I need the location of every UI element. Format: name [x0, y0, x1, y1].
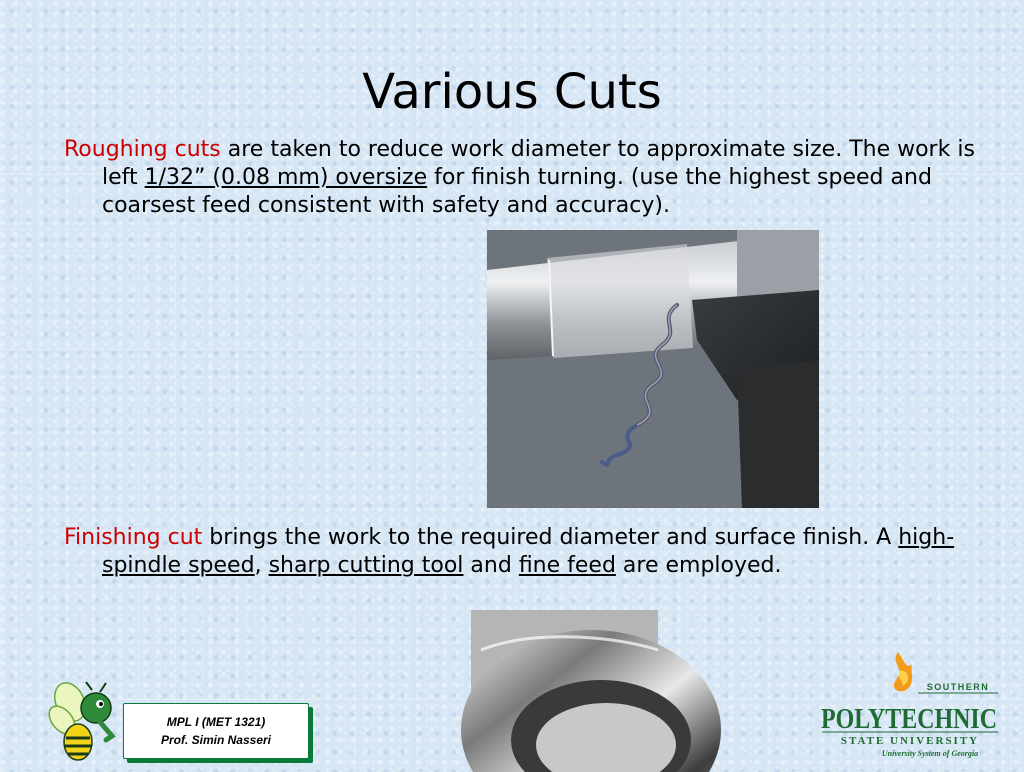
- roughing-cuts-term: Roughing cuts: [64, 137, 221, 162]
- finishing-sep-1: ,: [254, 553, 269, 578]
- fine-feed-underlined: fine feed: [518, 553, 616, 578]
- roughing-cut-photo: [487, 230, 819, 508]
- finishing-text-2: are employed.: [615, 553, 782, 578]
- slide-title: Various Cuts: [362, 64, 662, 120]
- finishing-cut-paragraph: [64, 524, 982, 580]
- logo-southern: SOUTHERN: [926, 682, 990, 692]
- finishing-text-1: brings the work to the required diameter and surface finish. A: [202, 525, 899, 550]
- sharp-cutting-tool-underlined: sharp cutting tool: [268, 553, 464, 578]
- finishing-cut-term: Finishing cut: [64, 525, 203, 550]
- logo-system: University System of Georgia: [881, 749, 979, 758]
- instructor-name: Prof. Simin Nasseri: [160, 733, 272, 747]
- hornet-mascot-icon: [48, 680, 120, 768]
- oversize-underlined: 1/32” (0.08 mm) oversize: [144, 165, 428, 190]
- course-label: [123, 703, 309, 759]
- logo-polytechnic: POLYTECHNIC: [821, 704, 997, 735]
- roughing-text-2: for finish turning. (use the highest speed and coarsest feed consistent with safety and accuracy).: [102, 165, 932, 218]
- course-name: MPL I (MET 1321): [166, 715, 266, 729]
- logo-state-university: STATE UNIVERSITY: [840, 735, 980, 747]
- roughing-cuts-paragraph: [64, 136, 982, 220]
- roughing-text-1: are taken to reduce work diameter to approximate size. The work is left: [102, 137, 975, 190]
- high-spindle-speed-underlined: high-spindle speed: [102, 525, 955, 578]
- finishing-sep-2: and: [463, 553, 519, 578]
- finishing-cut-photo: [471, 610, 658, 768]
- university-logo: [820, 650, 1000, 760]
